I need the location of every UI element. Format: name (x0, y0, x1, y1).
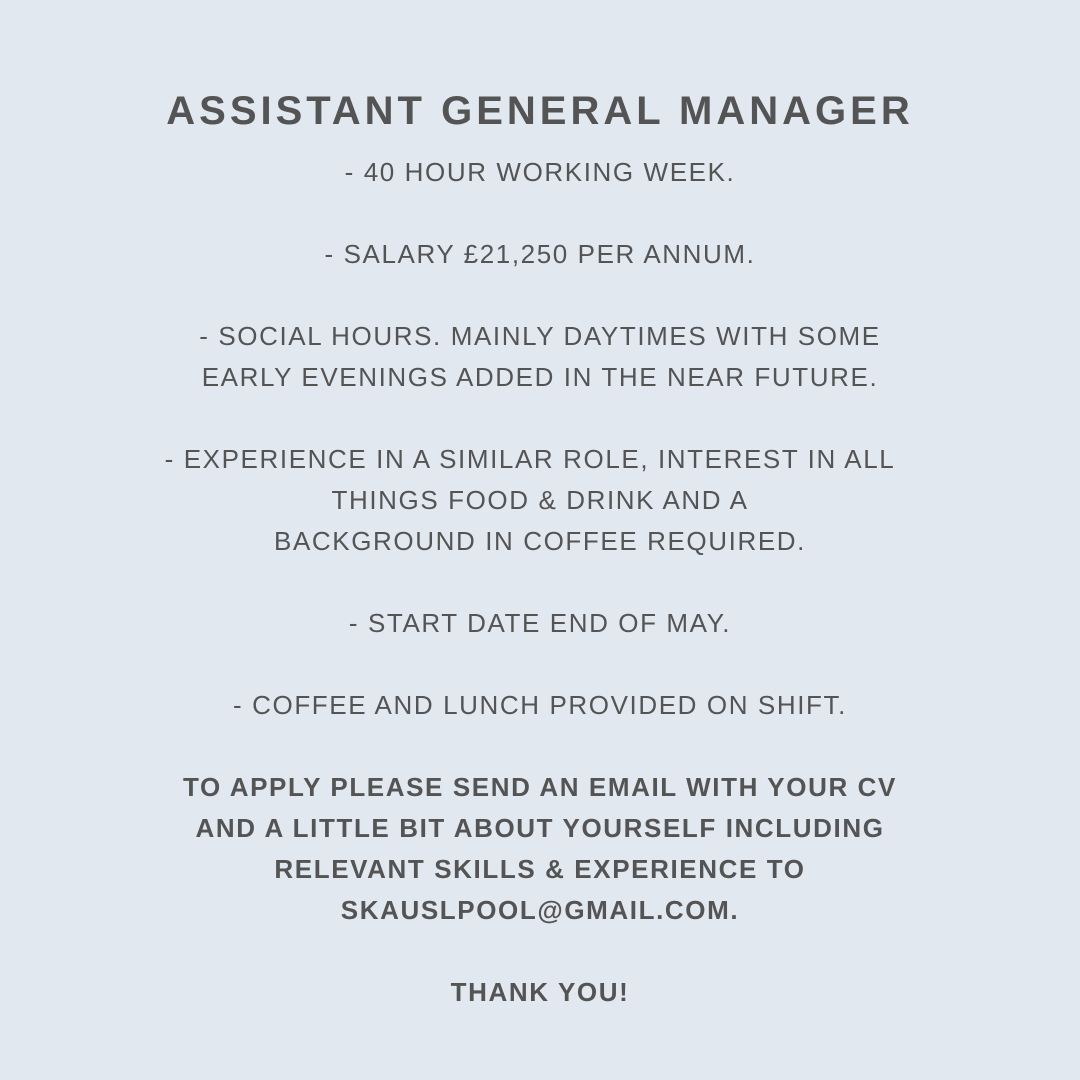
bullet-start-date: - START DATE END OF MAY. (348, 608, 732, 638)
bullet-working-week: - 40 HOUR WORKING WEEK. (344, 157, 736, 187)
bullet-experience-line-3: BACKGROUND IN COFFEE REQUIRED. (274, 526, 806, 556)
bullet-social-hours-line-2: EARLY EVENINGS ADDED IN THE NEAR FUTURE. (201, 362, 879, 392)
page-title: ASSISTANT GENERAL MANAGER (166, 89, 914, 133)
apply-line-1: TO APPLY PLEASE SEND AN EMAIL WITH YOUR CV (183, 772, 897, 802)
apply-line-3: RELEVANT SKILLS & EXPERIENCE TO (274, 854, 806, 884)
apply-line-2: AND A LITTLE BIT ABOUT YOURSELF INCLUDING (195, 813, 885, 843)
bullet-experience-line-1: - EXPERIENCE IN A SIMILAR ROLE, INTEREST IN ALL (164, 444, 896, 474)
bullet-social-hours-line-1: - SOCIAL HOURS. MAINLY DAYTIMES WITH SOME (199, 321, 881, 351)
apply-email: SKAUSLPOOL@GMAIL.COM. (340, 895, 740, 925)
bullet-salary: - SALARY £21,250 PER ANNUM. (324, 239, 756, 269)
bullet-coffee-lunch: - COFFEE AND LUNCH PROVIDED ON SHIFT. (233, 690, 847, 720)
bullet-experience-line-2: THINGS FOOD & DRINK AND A (331, 485, 749, 515)
closing-thank-you: THANK YOU! (450, 977, 630, 1007)
